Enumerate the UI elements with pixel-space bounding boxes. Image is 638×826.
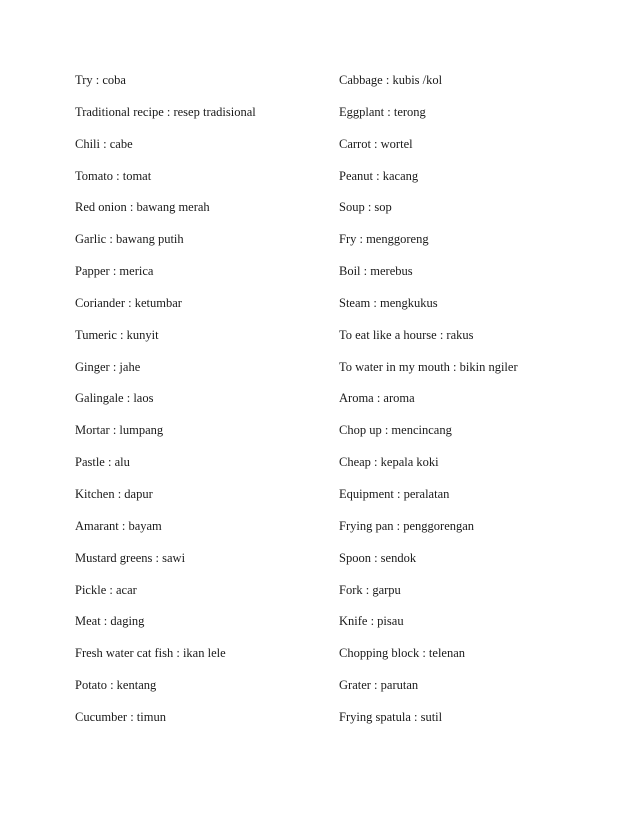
vocab-entry: Chop up : mencincang <box>339 423 452 438</box>
vocab-entry: Cheap : kepala koki <box>339 455 439 470</box>
vocab-entry: Knife : pisau <box>339 614 404 629</box>
vocab-entry: Frying spatula : sutil <box>339 709 443 724</box>
vocab-entry: Fry : menggoreng <box>339 232 429 247</box>
vocab-entry: Papper : merica <box>75 264 154 279</box>
vocab-entry: Traditional recipe : resep tradisional <box>75 104 256 119</box>
vocabulary-list-right <box>339 72 619 741</box>
vocab-entry: Chopping block : telenan <box>339 646 466 661</box>
vocab-entry: Fresh water cat fish : ikan lele <box>75 646 226 661</box>
vocab-entry: Coriander : ketumbar <box>75 295 182 310</box>
vocab-entry: Aroma : aroma <box>339 391 415 406</box>
vocab-entry: Try : coba <box>75 73 126 87</box>
vocab-entry: Cabbage : kubis /kol <box>339 73 443 87</box>
vocabulary-list-left <box>75 72 325 741</box>
vocab-entry: Meat : daging <box>75 614 145 629</box>
vocab-entry: Garlic : bawang putih <box>75 232 184 247</box>
vocab-entry: Eggplant : terong <box>339 104 426 119</box>
vocab-entry: Ginger : jahe <box>75 359 141 374</box>
vocab-entry: Steam : mengkukus <box>339 295 438 310</box>
vocab-entry: To water in my mouth : bikin ngiler <box>339 359 518 374</box>
vocab-entry: Spoon : sendok <box>339 550 417 565</box>
vocab-entry: Grater : parutan <box>339 678 419 693</box>
vocab-entry: Carrot : wortel <box>339 136 413 151</box>
vocab-entry: Chili : cabe <box>75 136 133 151</box>
vocab-entry: Mortar : lumpang <box>75 423 164 438</box>
vocab-entry: Potato : kentang <box>75 678 157 693</box>
vocab-entry: Tumeric : kunyit <box>75 327 159 342</box>
vocab-entry: Kitchen : dapur <box>75 486 153 501</box>
vocab-entry: To eat like a hourse : rakus <box>339 327 474 342</box>
vocab-entry: Mustard greens : sawi <box>75 550 186 565</box>
vocab-entry: Peanut : kacang <box>339 168 419 183</box>
vocab-entry: Fork : garpu <box>339 582 401 597</box>
vocab-entry: Equipment : peralatan <box>339 486 450 501</box>
vocab-entry: Tomato : tomat <box>75 168 152 183</box>
vocab-entry: Pickle : acar <box>75 582 137 597</box>
vocab-entry: Frying pan : penggorengan <box>339 518 475 533</box>
vocab-entry: Soup : sop <box>339 200 392 215</box>
vocab-entry: Pastle : alu <box>75 455 130 470</box>
vocab-entry: Amarant : bayam <box>75 518 162 533</box>
vocab-entry: Boil : merebus <box>339 264 413 279</box>
vocab-entry: Red onion : bawang merah <box>75 200 210 215</box>
vocab-entry: Cucumber : timun <box>75 709 166 724</box>
vocab-entry: Galingale : laos <box>75 391 154 406</box>
